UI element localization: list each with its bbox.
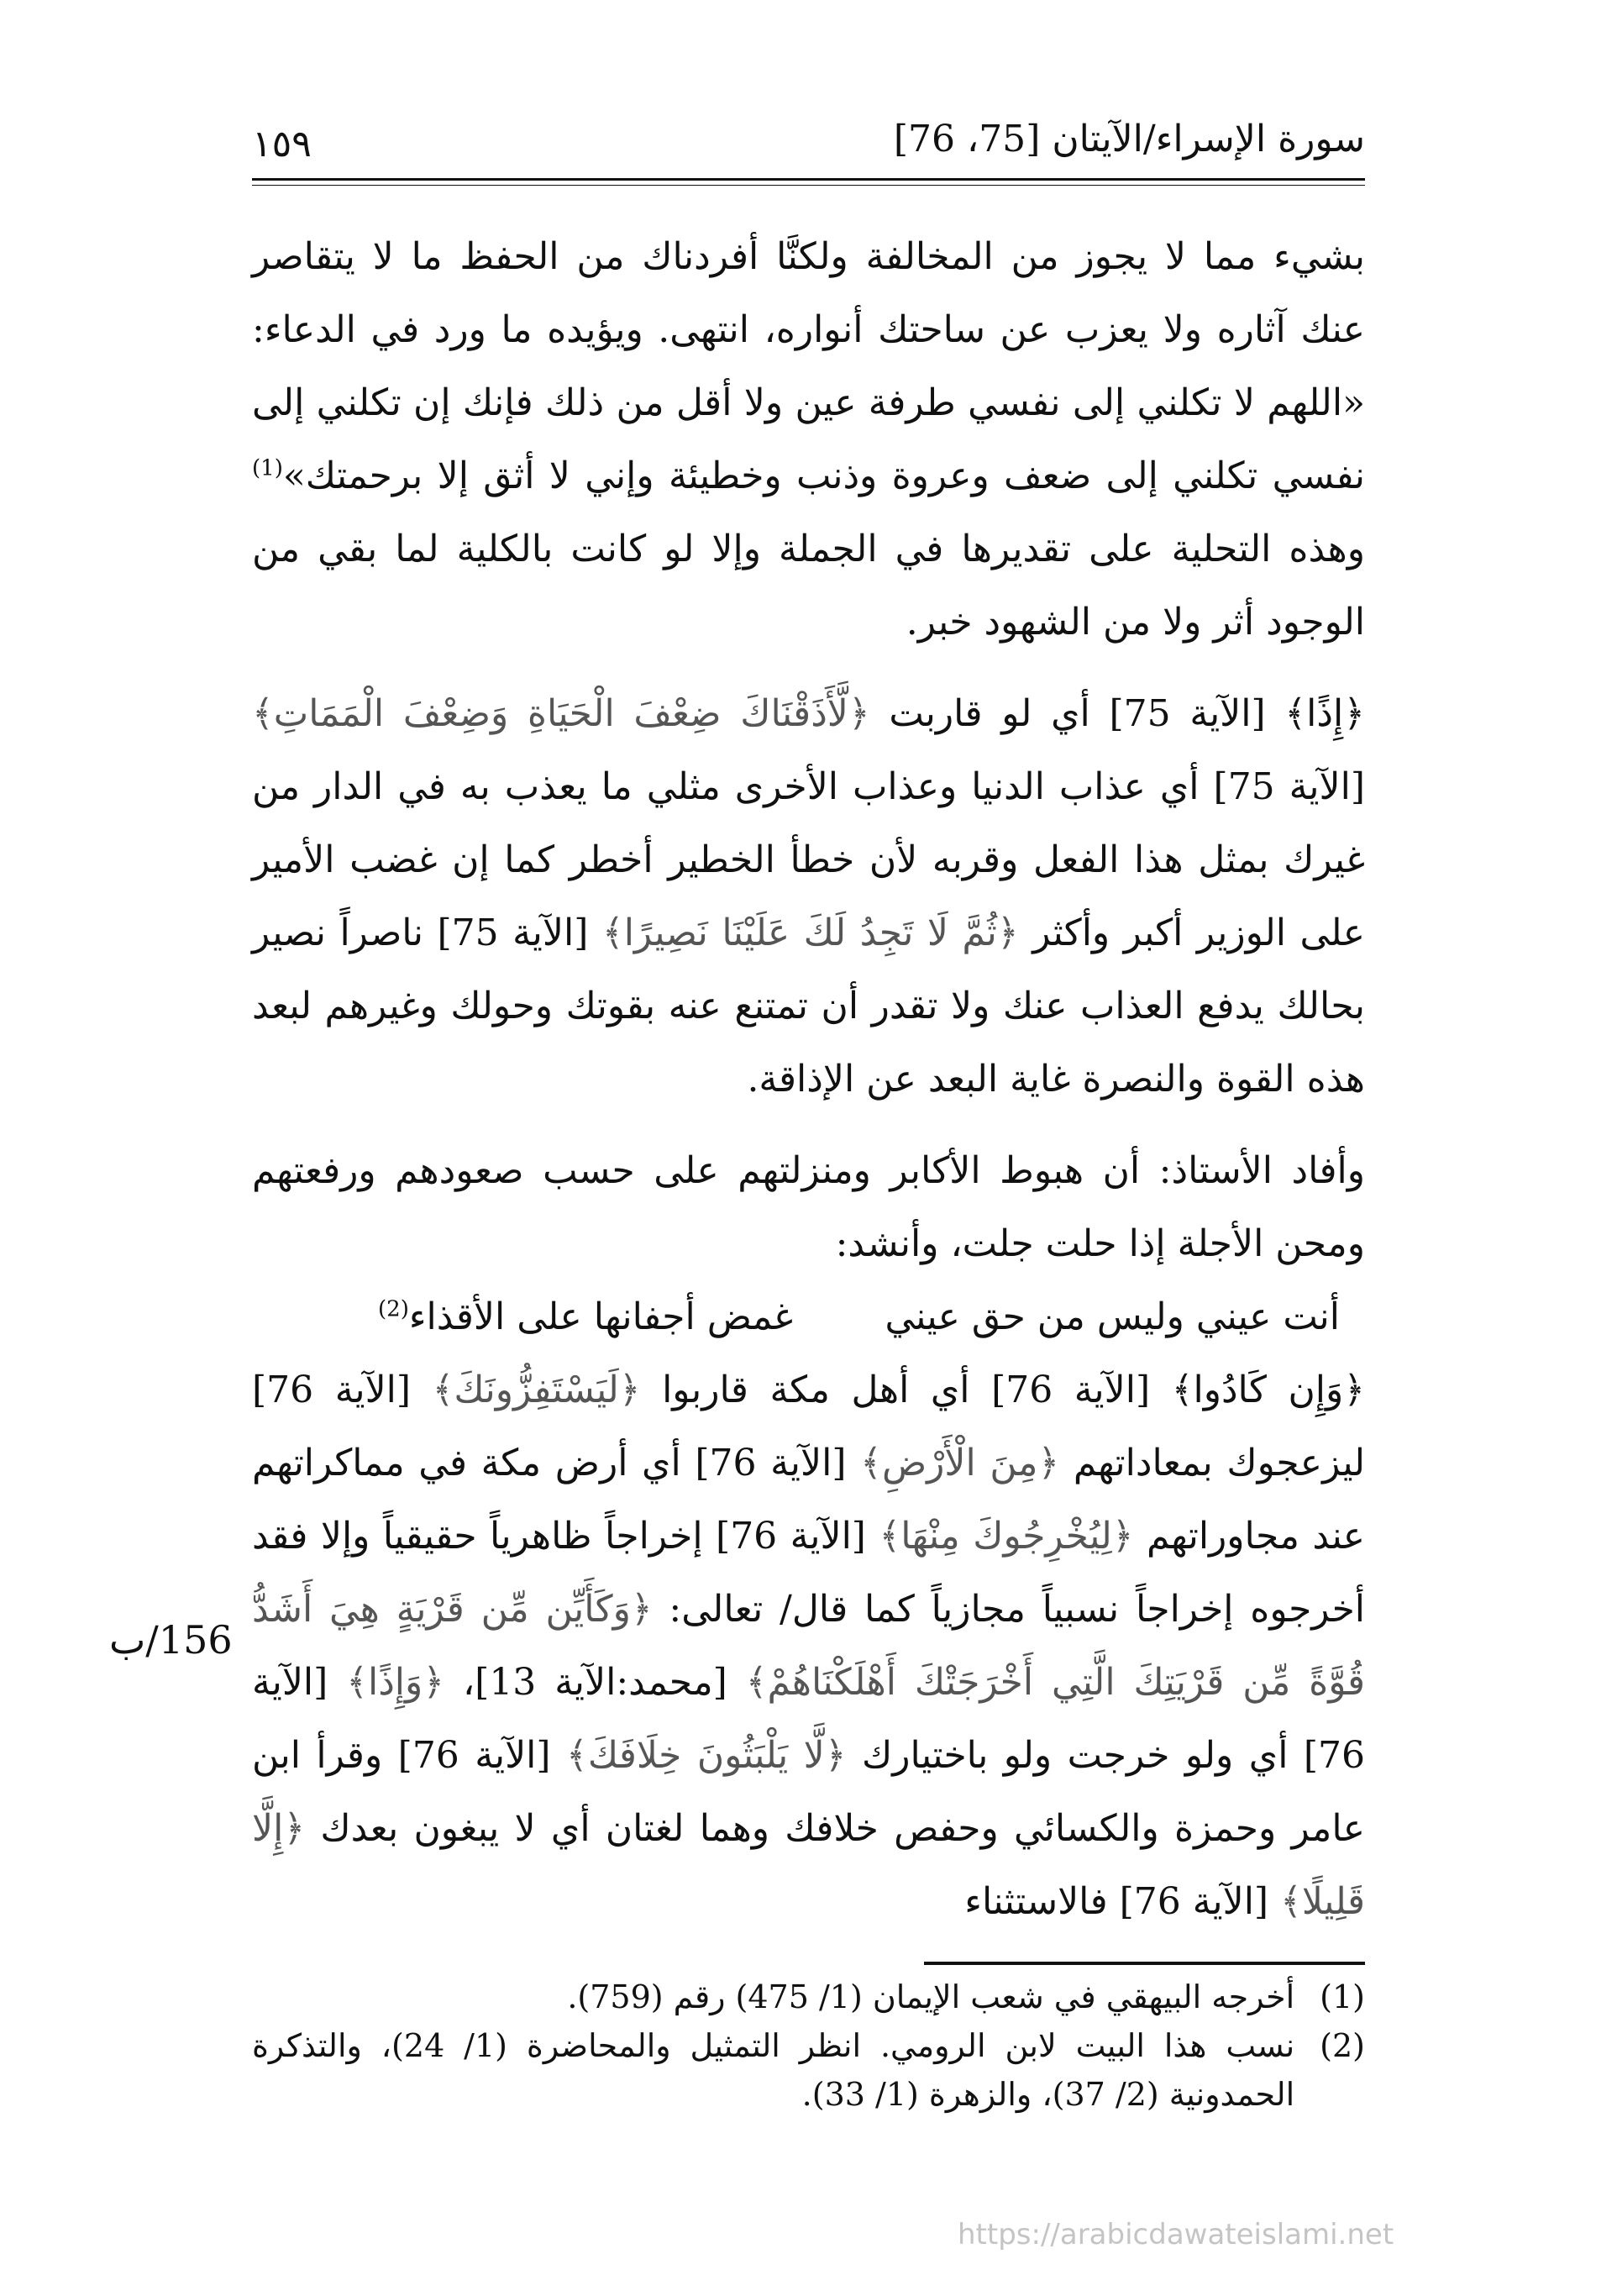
verse-second-hemistich: غمض أجفانها على الأقذاء$^{(2)}$ (378, 1295, 794, 1338)
watermark-url: https://arabicdawateislami.net (958, 2218, 1394, 2251)
footnote-separator (924, 1962, 1365, 1965)
footnote-number: (2) (1320, 2027, 1365, 2064)
footnote-text: أخرجه البيهقي في شعب الإيمان (1/ 475) رقم (759). (567, 1978, 1295, 2015)
manuscript-folio-note: 156/ب (109, 1617, 233, 1663)
footnote-number: (1) (1320, 1978, 1365, 2015)
footnotes (252, 1973, 1365, 2119)
header-rule (252, 178, 1365, 181)
footnote-1 (252, 1973, 1365, 2021)
quran-quote: ﴿وَإِذًا﴾ (346, 1661, 445, 1704)
footnote-text: نسب هذا البيت لابن الرومي. انظر التمثيل والمحاضرة (1/ 24)، والتذكرة الحمدونية (2/ 37)، والزهرة (1/ 33). (252, 2027, 1295, 2113)
quran-quote: ﴿وَكَأَيِّن مِّن قَرْيَةٍ هِيَ أَشَدُّ قُوَّةً مِّن قَرْيَتِكَ الَّتِي أَخْرَجَتْكَ أَهْلَكْنَاهُمْ﴾ (252, 1588, 1365, 1704)
quran-quote: ﴿مِنَ الْأَرْضِ﴾ (860, 1442, 1060, 1484)
paragraph-1: بشيء مما لا يجوز من المخالفة ولكنَّا أفردناك من الحفظ ما لا يتقاصر عنك آثاره ولا يعزب عن ساحتك أنواره، انتهى. ويؤيده ما ورد في الدعاء: «اللهم لا تكلني إلى نفسي طرفة عين ولا أقل من ذلك فإنك إن تكلني إلى نفسي تكلني إلى ضعف وعروة وذنب وخطيئة وإني لا أثق إلا برحمتك»$^{(1)}$ وهذه التحلية على تقديرها في الجملة وإلا لو كانت بالكلية لما بقي من الوجود أثر ولا من الشهود خبر. (252, 235, 1365, 644)
quran-quote: ﴿ثُمَّ لَا تَجِدُ لَكَ عَلَيْنَا نَصِيرًا﴾ (601, 912, 1019, 954)
body-text (252, 220, 1365, 1938)
quran-quote: ﴿إِلَّا قَلِيلًا﴾ (252, 1807, 1365, 1923)
poetry-verse (252, 1280, 1365, 1353)
paragraph-4: ﴿وَإِن كَادُوا﴾ [الآية 76] أي أهل مكة قاربوا ﴿لَيَسْتَفِزُّونَكَ﴾ [الآية 76] ليزعجوك بمعاداتهم ﴿مِنَ الْأَرْضِ﴾ [الآية 76] أي أرض مكة في مماكراتهم عند مجاوراتهم ﴿لِيُخْرِجُوكَ مِنْهَا﴾ [الآية 76] إخراجاً ظاهرياً حقيقياً وإلا فقد أخرجوه إخراجاً نسبياً مجازياً كما قال/ تعالى: ﴿وَكَأَيِّن مِّن قَرْيَةٍ هِيَ أَشَدُّ قُوَّةً مِّن قَرْيَتِكَ الَّتِي أَخْرَجَتْكَ أَهْلَكْنَاهُمْ﴾ [محمد:الآية 13]، ﴿وَإِذًا﴾ [الآية 76] أي ولو خرجت ولو باختيارك ﴿لَّا يَلْبَثُونَ خِلَافَكَ﴾ [الآية 76] وقرأ ابن عامر وحمزة والكسائي وحفص خلافك وهما لغتان أي لا يبغون بعدك ﴿إِلَّا قَلِيلًا﴾ [الآية 76] فالاستثناء (252, 1369, 1366, 1923)
paragraph-2: ﴿إِذًا﴾ [الآية 75] أي لو قاربت ﴿لَّأَذَقْنَاكَ ضِعْفَ الْحَيَاةِ وَضِعْفَ الْمَمَاتِ﴾ [الآية 75] أي عذاب الدنيا وعذاب الأخرى مثلي ما يعذب به في الدار من غيرك بمثل هذا الفعل وقربه لأن خطأ الخطير أخطر كما إن غضب الأمير على الوزير أكبر وأكثر ﴿ثُمَّ لَا تَجِدُ لَكَ عَلَيْنَا نَصِيرًا﴾ [الآية 75] ناصراً نصير بحالك يدفع العذاب عنك ولا تقدر أن تمتنع عنه بقوتك وحولك وغيرهم لبعد هذه القوة والنصرة غاية البعد عن الإذاقة. (252, 692, 1365, 1101)
page-number: ١٥٩ (252, 123, 312, 166)
running-title: سورة الإسراء/الآيتان [75، 76] (893, 118, 1365, 160)
quran-quote: ﴿لَيَسْتَفِزُّونَكَ﴾ (432, 1369, 641, 1411)
quran-quote: ﴿لِيُخْرِجُوكَ مِنْهَا﴾ (879, 1515, 1134, 1558)
quran-quote: ﴿لَّا يَلْبَثُونَ خِلَافَكَ﴾ (566, 1734, 847, 1777)
page-header (252, 118, 1365, 176)
header-rule-thin (252, 185, 1365, 186)
paragraph-3: وأفاد الأستاذ: أن هبوط الأكابر ومنزلتهم على حسب صعودهم ورفعتهم ومحن الأجلة إذا حلت جلت، وأنشد: (252, 1149, 1365, 1265)
footnote-ref-2[interactable]: (2) (378, 1296, 409, 1322)
footnote-ref-1[interactable]: (1) (252, 455, 283, 481)
quran-quote: ﴿لَّأَذَقْنَاكَ ضِعْفَ الْحَيَاةِ وَضِعْفَ الْمَمَاتِ﴾ (252, 692, 870, 735)
footnote-2 (252, 2021, 1365, 2119)
verse-first-hemistich: أنت عيني وليس من حق عيني (885, 1295, 1340, 1338)
